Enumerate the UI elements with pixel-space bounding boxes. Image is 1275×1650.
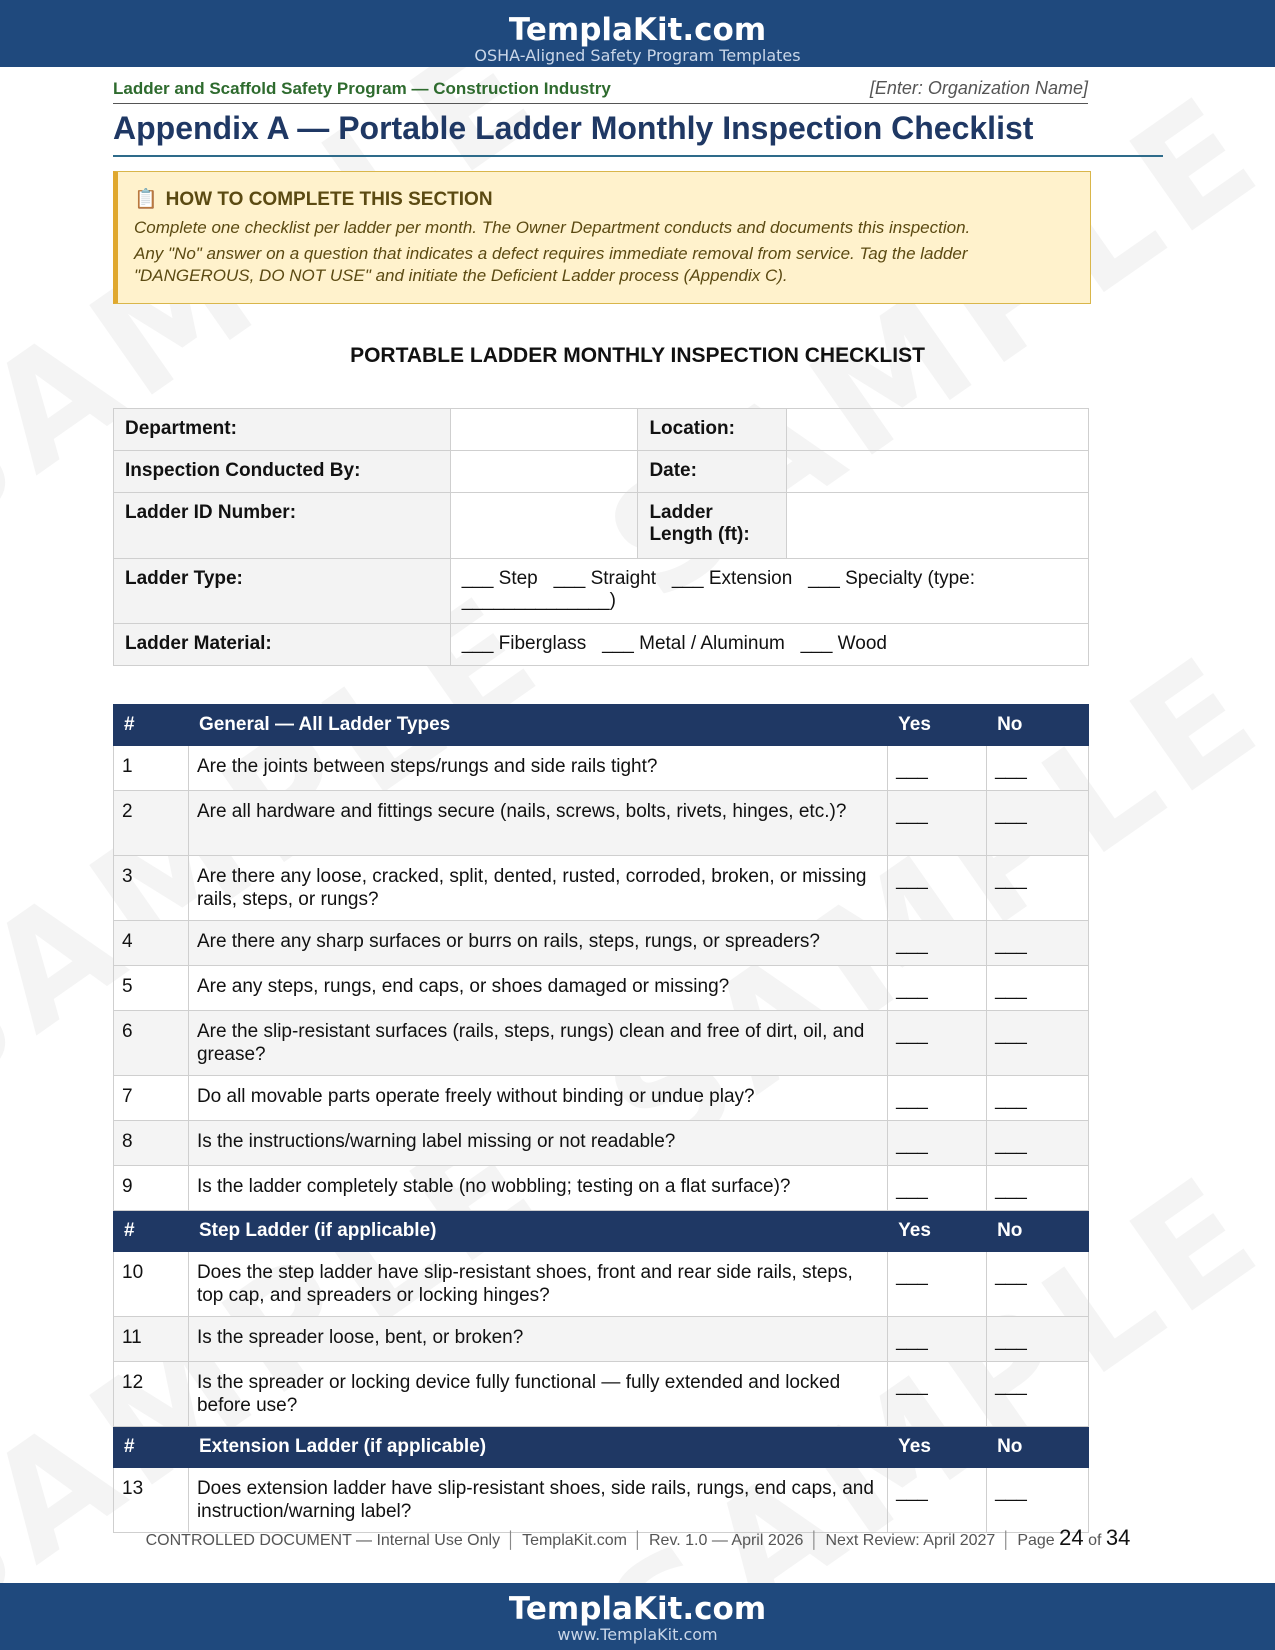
footer-separator: │ [506,1532,517,1549]
yes-blank[interactable]: ___ [888,746,987,791]
checklist-row [114,1121,1089,1166]
footer-separator: │ [633,1532,643,1549]
revision-info: Rev. 1.0 — April 2026 [649,1532,804,1549]
item-question: Are the slip-resistant surfaces (rails, steps, rungs) clean and free of dirt, oil, and grease? [188,1011,887,1076]
item-number: 5 [114,966,189,1011]
no-blank[interactable]: ___ [987,1166,1089,1211]
ladder-type-options[interactable]: ___ Step ___ Straight ___ Extension ___ Specialty (type: ______________) [450,559,1088,624]
item-number: 9 [114,1166,189,1211]
yes-blank[interactable]: ___ [888,1317,987,1362]
item-number: 6 [114,1011,189,1076]
no-column-header: No [987,1427,1089,1468]
ladder-length-field[interactable] [787,493,1089,559]
ladder-info-table [113,408,1089,666]
ladder-material-label: Ladder Material: [114,624,451,666]
number-column-header: # [114,705,189,746]
ladder-type-label: Ladder Type: [114,559,451,624]
footer-separator: │ [809,1532,820,1549]
item-number: 7 [114,1076,189,1121]
clipboard-icon: 📋 [134,188,158,210]
item-question: Are the joints between steps/rungs and side rails tight? [188,746,887,791]
item-question: Are there any sharp surfaces or burrs on rails, steps, rungs, or spreaders? [188,921,887,966]
yes-blank[interactable]: ___ [888,791,987,856]
item-number: 2 [114,791,189,856]
how-to-complete-note [113,171,1091,304]
yes-blank[interactable]: ___ [888,966,987,1011]
checklist-row [114,1076,1089,1121]
note-line-2: Any "No" answer on a question that indicates a defect requires immediate removal from service. Tag the ladder "DANGEROUS, DO NOT USE" and initiate the Deficient Ladder process (Appendix C). [134,244,968,285]
inspection-checklist-table [113,704,1089,1533]
item-question: Are there any loose, cracked, split, dented, rusted, corroded, broken, or missing rails, steps, or rungs? [188,856,887,921]
section-title: General — All Ladder Types [188,705,887,746]
yes-blank[interactable]: ___ [888,1252,987,1317]
date-label: Date: [638,451,787,493]
section-header-row [114,705,1089,746]
item-question: Does extension ladder have slip-resistant shoes, side rails, rungs, end caps, and instruction/warning label? [188,1468,887,1533]
ladder-id-field[interactable] [450,493,638,559]
checklist-row [114,1011,1089,1076]
item-question: Is the ladder completely stable (no wobbling; testing on a flat surface)? [188,1166,887,1211]
item-number: 1 [114,746,189,791]
page-label: Page [1017,1532,1055,1549]
section-header-row [114,1211,1089,1252]
item-question: Do all movable parts operate freely without binding or undue play? [188,1076,887,1121]
no-blank[interactable]: ___ [987,966,1089,1011]
location-label: Location: [638,409,787,451]
yes-blank[interactable]: ___ [888,921,987,966]
brand-logo: TemplaKit.com [508,12,767,48]
no-blank[interactable]: ___ [987,1011,1089,1076]
conducted-by-field[interactable] [450,451,638,493]
ladder-length-label: Ladder Length (ft): [638,493,787,559]
item-number: 12 [114,1362,189,1427]
footer-brand-logo: TemplaKit.com [508,1591,767,1627]
footer-separator: │ [1001,1532,1012,1549]
no-blank[interactable]: ___ [987,1076,1089,1121]
yes-column-header: Yes [888,705,987,746]
page-total: 34 [1105,1525,1131,1550]
yes-blank[interactable]: ___ [888,1166,987,1211]
yes-blank[interactable]: ___ [888,1362,987,1427]
item-question: Are any steps, rungs, end caps, or shoes damaged or missing? [188,966,887,1011]
item-number: 3 [114,856,189,921]
no-blank[interactable]: ___ [987,1252,1089,1317]
item-number: 13 [114,1468,189,1533]
section-title: Extension Ladder (if applicable) [188,1427,887,1468]
brand-tagline: OSHA-Aligned Safety Program Templates [474,46,801,65]
no-blank[interactable]: ___ [987,746,1089,791]
item-question: Is the instructions/warning label missing or not readable? [188,1121,887,1166]
checklist-row [114,1468,1089,1533]
of-label: of [1088,1532,1102,1549]
no-blank[interactable]: ___ [987,856,1089,921]
checklist-row [114,746,1089,791]
item-number: 8 [114,1121,189,1166]
section-title: Step Ladder (if applicable) [188,1211,887,1252]
ladder-id-label: Ladder ID Number: [114,493,451,559]
no-blank[interactable]: ___ [987,921,1089,966]
bottom-banner [0,1583,1275,1650]
footer-site: TemplaKit.com [522,1532,627,1549]
note-heading [134,187,1074,211]
item-question: Are all hardware and fittings secure (nails, screws, bolts, rivets, hinges, etc.)? [188,791,887,856]
checklist-row [114,921,1089,966]
checklist-row [114,1252,1089,1317]
checklist-row [114,1166,1089,1211]
no-column-header: No [987,705,1089,746]
department-label: Department: [114,409,451,451]
note-line-1: Complete one checklist per ladder per month. The Owner Department conducts and documents this inspection. [134,218,971,237]
checklist-row [114,791,1089,856]
page-title: Appendix A — Portable Ladder Monthly Inspection Checklist [113,110,1163,157]
controlled-document-notice: CONTROLLED DOCUMENT — Internal Use Only [145,1532,501,1549]
no-blank[interactable]: ___ [987,1468,1089,1533]
page-number: 24 [1059,1525,1084,1550]
organization-name-placeholder: [Enter: Organization Name] [869,78,1088,98]
page-footer [113,1525,1163,1554]
no-blank[interactable]: ___ [987,1317,1089,1362]
yes-blank[interactable]: ___ [888,1121,987,1166]
item-number: 10 [114,1252,189,1317]
section-header-row [114,1427,1089,1468]
next-review: Next Review: April 2027 [825,1532,996,1549]
checklist-row [114,1317,1089,1362]
item-question: Does the step ladder have slip-resistant shoes, front and rear side rails, steps, top cap, and spreaders or locking hinges? [188,1252,887,1317]
yes-blank[interactable]: ___ [888,1468,987,1533]
checklist-title: PORTABLE LADDER MONTHLY INSPECTION CHECKLIST [350,344,925,367]
no-blank[interactable]: ___ [987,791,1089,856]
program-title: Ladder and Scaffold Safety Program — Construction Industry [113,79,611,98]
top-banner [0,0,1275,67]
item-question: Is the spreader loose, bent, or broken? [188,1317,887,1362]
item-number: 4 [114,921,189,966]
note-heading-text: HOW TO COMPLETE THIS SECTION [165,189,493,210]
conducted-by-label: Inspection Conducted By: [114,451,451,493]
checklist-row [114,966,1089,1011]
yes-blank[interactable]: ___ [888,856,987,921]
yes-blank[interactable]: ___ [888,1076,987,1121]
no-blank[interactable]: ___ [987,1121,1089,1166]
running-head [113,77,1088,104]
checklist-row [114,856,1089,921]
number-column-header: # [114,1427,189,1468]
ladder-material-options[interactable]: ___ Fiberglass ___ Metal / Aluminum ___ Wood [450,624,1088,666]
yes-blank[interactable]: ___ [888,1011,987,1076]
item-question: Is the spreader or locking device fully functional — fully extended and locked before use? [188,1362,887,1427]
yes-column-header: Yes [888,1427,987,1468]
number-column-header: # [114,1211,189,1252]
item-number: 11 [114,1317,189,1362]
yes-column-header: Yes [888,1211,987,1252]
checklist-row [114,1362,1089,1427]
date-field[interactable] [787,451,1089,493]
no-column-header: No [987,1211,1089,1252]
footer-url[interactable]: www.TemplaKit.com [557,1625,718,1644]
department-field[interactable] [450,409,638,451]
no-blank[interactable]: ___ [987,1362,1089,1427]
location-field[interactable] [787,409,1089,451]
